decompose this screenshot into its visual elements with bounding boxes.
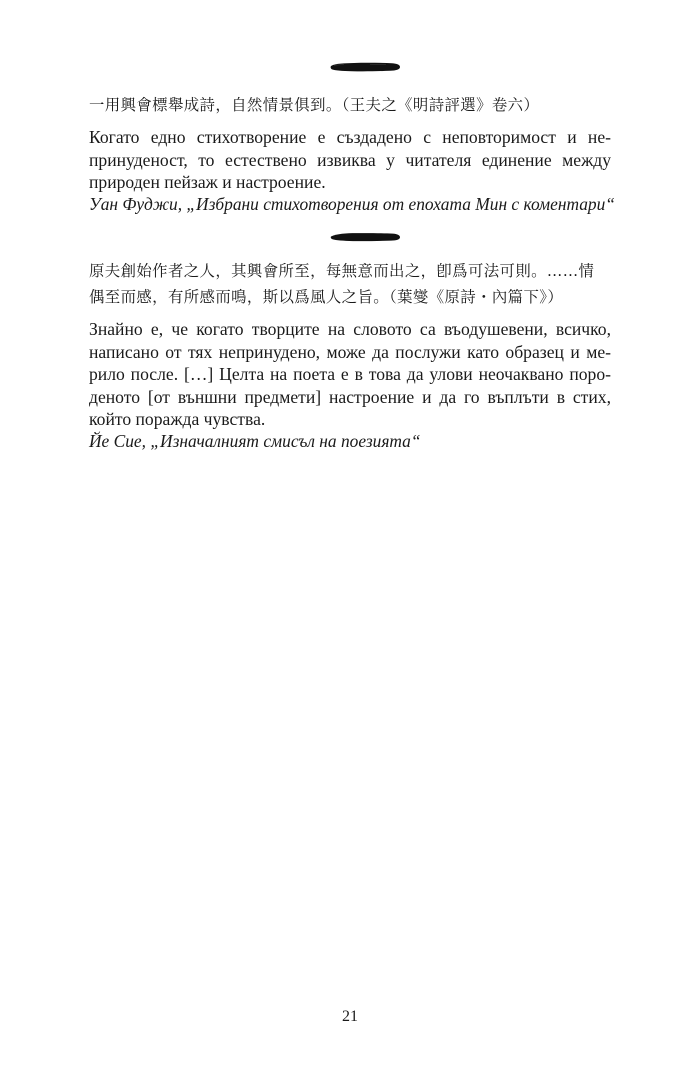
brush-stroke-divider-icon (330, 60, 401, 74)
chinese-original-text: 原夫創始作者之人，其興會所至，每無意而出之，卽爲可法可則。……情 偶至而感，有所感而鳴，斯以爲風人之旨。（葉燮《原詩・內篇下》） (89, 262, 595, 306)
quote-attribution: Йе Сие, „Изначалният смисъл на поезията“ (89, 430, 421, 451)
quote-attribution: Уан Фуджи, „Избрани стихотворения от епохата Мин с коментари“ (89, 193, 615, 214)
bulgarian-translation: Знайно е, че когато творците на словото са въодушевени, всичко, написано от тях непринудено, може да послужи като образец и мерило после. […] Целта на поета е в това да улови неочаквано породеното [от външни предмети] настроение и да го въплъти в стих, който поражда чувства. (89, 319, 611, 429)
bulgarian-translation: Когато едно стихотворение е създадено с неповторимост и непринуденост, то естествено извиква у читателя единение между природен пейзаж и настроение. (89, 127, 611, 192)
book-page (89, 0, 615, 1075)
page-number: 21 (342, 1008, 358, 1025)
quote-entry (89, 258, 611, 452)
quote-entry (89, 92, 615, 215)
chinese-original-text: 一用興會標舉成詩，自然情景俱到。（王夫之《明詩評選》卷六） (89, 96, 540, 114)
brush-stroke-divider-icon (330, 230, 401, 244)
